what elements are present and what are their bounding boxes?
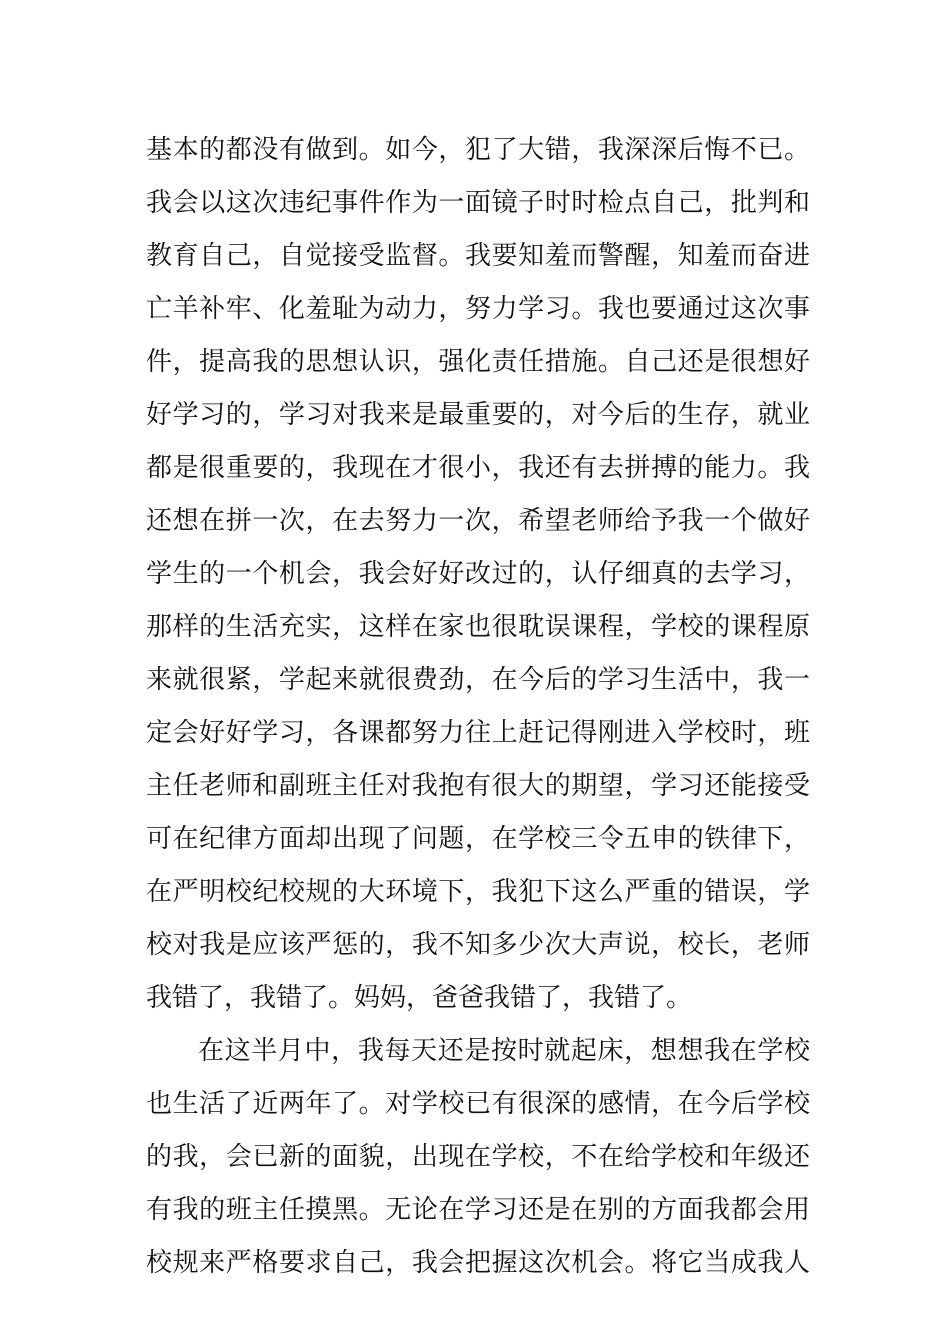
- text-line: 我会以这次违纪事件作为一面镜子时时检点自己，批判和: [146, 188, 810, 218]
- text-line: 来就很紧，学起来就很费劲，在今后的学习生活中，我一: [146, 665, 810, 695]
- text-line: 基本的都没有做到。如今，犯了大错，我深深后悔不已。: [146, 135, 810, 165]
- text-line: 教育自己，自觉接受监督。我要知羞而警醒，知羞而奋进: [146, 241, 810, 271]
- text-line: 也生活了近两年了。对学校已有很深的感情，在今后学校: [146, 1089, 810, 1119]
- text-line: 可在纪律方面却出现了问题，在学校三令五申的铁律下，: [146, 824, 810, 854]
- text-line: 都是很重要的，我现在才很小，我还有去拼搏的能力。我: [146, 453, 810, 483]
- text-line: 有我的班主任摸黑。无论在学习还是在别的方面我都会用: [146, 1195, 810, 1225]
- text-line: 校对我是应该严惩的，我不知多少次大声说，校长，老师: [146, 930, 810, 960]
- text-line: 好学习的，学习对我来是最重要的，对今后的生存，就业: [146, 400, 810, 430]
- text-line: 亡羊补牢、化羞耻为动力，努力学习。我也要通过这次事: [146, 294, 810, 324]
- body-text: [146, 124, 810, 1290]
- text-line: 主任老师和副班主任对我抱有很大的期望，学习还能接受: [146, 771, 810, 801]
- text-line: 件，提高我的思想认识，强化责任措施。自己还是很想好: [146, 347, 810, 377]
- text-line: 校规来严格要求自己，我会把握这次机会。将它当成我人: [146, 1248, 810, 1278]
- text-line: 的我，会已新的面貌，出现在学校，不在给学校和年级还: [146, 1142, 810, 1172]
- text-line: 我错了，我错了。妈妈，爸爸我错了，我错了。: [146, 983, 693, 1013]
- text-line: 还想在拼一次，在去努力一次，希望老师给予我一个做好: [146, 506, 810, 536]
- paragraph-first-line: 在这半月中，我每天还是按时就起床，想想我在学校: [198, 1036, 810, 1066]
- text-line: 那样的生活充实，这样在家也很耽误课程，学校的课程原: [146, 612, 810, 642]
- text-line: 定会好好学习，各课都努力往上赶记得刚进入学校时，班: [146, 718, 810, 748]
- text-line: 学生的一个机会，我会好好改过的，认仔细真的去学习，: [146, 559, 810, 589]
- text-line: 在严明校纪校规的大环境下，我犯下这么严重的错误，学: [146, 877, 810, 907]
